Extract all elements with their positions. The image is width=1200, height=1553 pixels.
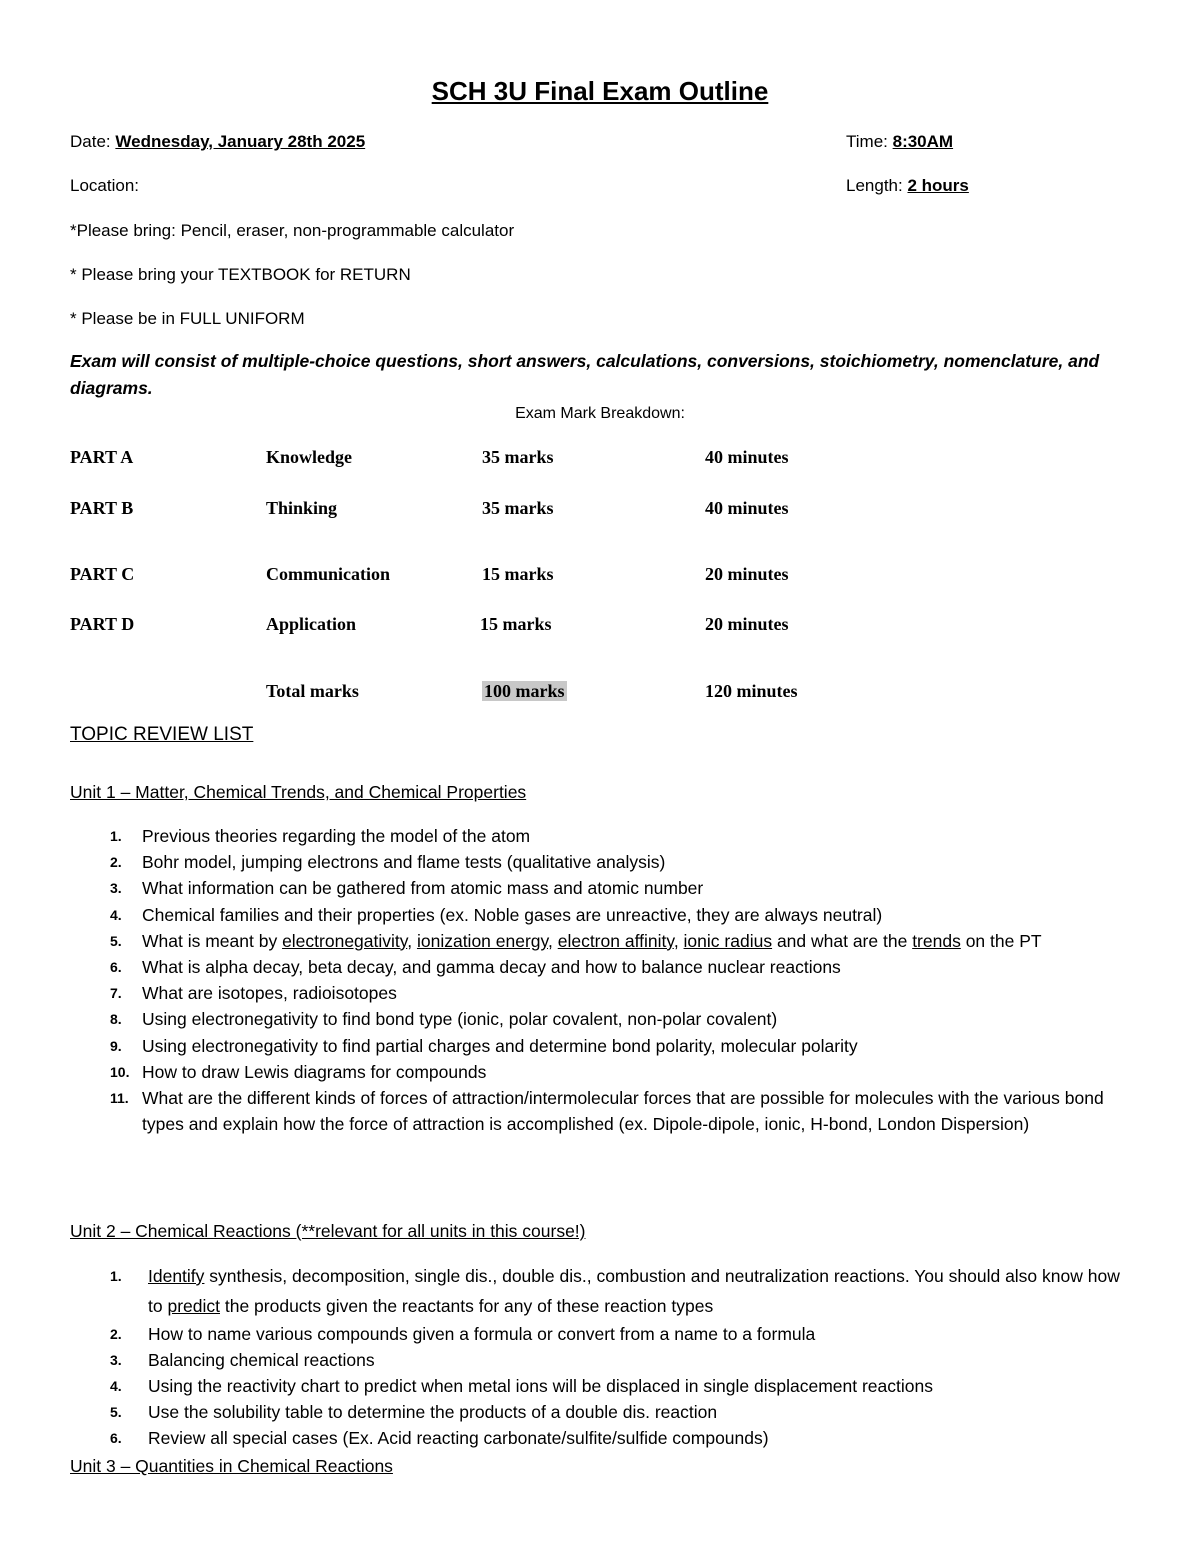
marks-value: 15 marks [482,564,554,584]
list-item [70,823,1132,849]
unit2-list [70,1261,1128,1451]
item-text: Previous theories regarding the model of the atom [142,826,531,846]
text-segment: , [547,930,558,951]
item-number: 1. [110,828,122,844]
category-label: Application [266,614,357,634]
note-bring-textbook: * Please bring your TEXTBOOK for RETURN [70,265,411,284]
item-number: 9. [110,1037,122,1054]
item-text: Balancing chemical reactions [148,1350,375,1370]
list-item [70,1059,1132,1085]
time-value: 40 minutes [705,498,789,518]
time-value: 8:30AM [892,132,954,151]
part-label: PART D [70,614,135,634]
item-text [142,928,1132,954]
date-label: Date: [70,132,111,151]
item-text: Use the solubility table to determine the products of a double dis. reaction [148,1402,718,1422]
underlined-term: Identify [148,1266,205,1286]
item-text: How to draw Lewis diagrams for compounds [142,1061,487,1082]
item-number: 3. [110,880,122,897]
item-number: 8. [110,1011,122,1028]
time-label: Time: [846,132,888,151]
length-value: 2 hours [907,176,969,195]
item-text: Using electronegativity to find partial charges and determine bond polarity, molecular polarity [142,1035,858,1056]
category-label: Communication [266,564,391,584]
text-segment: , [407,930,417,951]
list-item [70,1321,1128,1347]
unit1-heading: Unit 1 – Matter, Chemical Trends, and Chemical Properties [70,782,527,802]
item-number: 4. [110,1378,122,1394]
underlined-term: trends [912,930,961,951]
item-number: 7. [110,985,122,1002]
item-text: How to name various compounds given a formula or convert from a name to a formula [148,1324,816,1344]
item-text: What information can be gathered from atomic mass and atomic number [142,878,704,899]
item-text: Review all special cases (Ex. Acid reacting carbonate/sulfite/sulfide compounds) [148,1428,769,1448]
item-text: What are the different kinds of forces of attraction/intermolecular forces that are possible for molecules with the various bond types and explain how the force of attraction is accomplished (ex. Dipole-dipole, ionic, H-bond, London Dispersion) [142,1088,1104,1135]
text-segment: synthesis, decomposition, single dis., double dis., combustion and neutralization reactions. You should also know how to [148,1266,1120,1316]
date-line [70,132,365,152]
underlined-term: predict [167,1296,220,1316]
list-item [70,849,1132,875]
item-text: Using electronegativity to find bond type (ionic, polar covalent, non-polar covalent) [142,1009,778,1030]
item-number: 2. [110,854,122,871]
list-item [70,1425,1128,1451]
note-bring-supplies: *Please bring: Pencil, eraser, non-programmable calculator [70,221,515,240]
list-item [70,928,1132,954]
length-line [846,176,969,196]
part-label: PART B [70,498,134,518]
list-item [70,1033,1132,1059]
category-label: Thinking [266,498,338,518]
marks-value: 15 marks [480,614,552,634]
item-text: Bohr model, jumping electrons and flame tests (qualitative analysis) [142,852,666,873]
exam-description: Exam will consist of multiple-choice questions, short answers, calculations, conversions, stoichiometry, nomenclature, and diagrams. [70,351,1100,398]
time-line [846,132,953,152]
category-label: Knowledge [266,447,353,467]
item-text [148,1261,1128,1321]
item-text: Using the reactivity chart to predict when metal ions will be displaced in single displacement reactions [148,1376,933,1396]
item-number: 5. [110,932,122,949]
text-segment: What is meant by [142,930,283,951]
item-number: 2. [110,1326,122,1342]
underlined-term: ionic radius [683,930,773,951]
marks-value: 35 marks [482,498,554,518]
note-uniform: * Please be in FULL UNIFORM [70,309,305,328]
item-number: 5. [110,1404,122,1420]
list-item [70,875,1132,901]
underlined-term: ionization energy [416,930,548,951]
list-item [70,1347,1128,1373]
item-number: 4. [110,906,122,923]
list-item [70,1399,1128,1425]
length-label: Length: [846,176,903,195]
item-number: 10. [110,1063,130,1080]
list-item [70,1006,1132,1032]
text-segment: on the PT [960,930,1042,951]
unit2-heading: Unit 2 – Chemical Reactions (**relevant for all units in this course!) [70,1221,586,1241]
list-item [70,902,1132,928]
item-text: What are isotopes, radioisotopes [142,983,397,1004]
unit3-heading: Unit 3 – Quantities in Chemical Reactions [70,1456,393,1476]
total-label: Total marks [266,681,359,701]
page-title: SCH 3U Final Exam Outline [431,76,769,106]
item-number: 6. [110,1430,122,1446]
text-segment: , [673,930,684,951]
unit1-list [70,823,1132,1137]
item-text: Chemical families and their properties (ex. Noble gases are unreactive, they are always neutral) [142,904,883,925]
item-number: 3. [110,1352,122,1368]
total-marks [482,681,567,702]
item-number: 11. [110,1090,129,1107]
list-item [70,980,1132,1006]
text-segment: the products given the reactants for any of these reaction types [220,1296,714,1316]
topic-review-heading: TOPIC REVIEW LIST [70,724,254,745]
text-segment: and what are the [772,930,913,951]
item-number: 6. [110,959,122,976]
list-item [70,1085,1132,1137]
time-value: 40 minutes [705,447,789,467]
list-item [70,954,1132,980]
list-item [70,1261,1128,1321]
location-line [70,176,139,196]
underlined-term: electron affinity [557,930,674,951]
list-item [70,1373,1128,1399]
underlined-term: electronegativity [282,930,408,951]
total-time: 120 minutes [705,681,798,701]
date-value: Wednesday, January 28th 2025 [115,132,366,151]
part-label: PART C [70,564,135,584]
item-number: 1. [110,1268,122,1284]
location-label: Location: [70,176,139,195]
marks-value: 35 marks [482,447,554,467]
part-label: PART A [70,447,134,467]
breakdown-title: Exam Mark Breakdown: [515,405,685,422]
item-text: What is alpha decay, beta decay, and gamma decay and how to balance nuclear reactions [142,957,841,978]
time-value: 20 minutes [705,614,789,634]
total-marks-highlight: 100 marks [484,681,565,701]
time-value: 20 minutes [705,564,789,584]
